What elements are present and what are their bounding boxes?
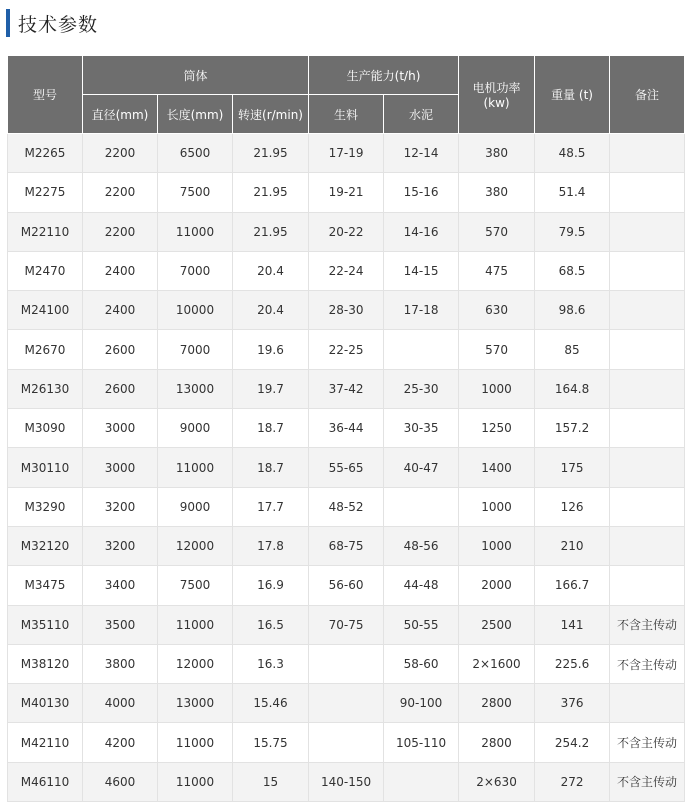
section-heading — [6, 9, 98, 37]
cell-length: 7000 — [158, 251, 233, 290]
cell-weight: 98.6 — [535, 291, 610, 330]
cell-model: M2670 — [8, 330, 83, 369]
cell-weight: 48.5 — [535, 134, 610, 173]
cell-length: 10000 — [158, 291, 233, 330]
cell-remark: 不含主传动 — [610, 762, 685, 801]
table-row — [8, 330, 685, 369]
cell-cement-capacity: 58-60 — [384, 644, 459, 683]
table-row — [8, 684, 685, 723]
spec-table-body — [8, 134, 685, 802]
cell-raw-capacity — [309, 723, 384, 762]
cell-remark — [610, 330, 685, 369]
cell-speed: 20.4 — [233, 291, 309, 330]
cell-speed: 18.7 — [233, 409, 309, 448]
table-row — [8, 251, 685, 290]
cell-power: 2000 — [459, 566, 535, 605]
cell-remark — [610, 526, 685, 565]
cell-weight: 166.7 — [535, 566, 610, 605]
header-weight: 重量 (t) — [535, 56, 610, 134]
table-row — [8, 291, 685, 330]
header-row-1 — [8, 56, 685, 95]
spec-table — [7, 55, 685, 802]
cell-cement-capacity: 48-56 — [384, 526, 459, 565]
cell-model: M2470 — [8, 251, 83, 290]
cell-power: 2×1600 — [459, 644, 535, 683]
cell-cement-capacity: 12-14 — [384, 134, 459, 173]
cell-speed: 17.7 — [233, 487, 309, 526]
table-row — [8, 409, 685, 448]
cell-diameter: 2400 — [83, 251, 158, 290]
cell-weight: 141 — [535, 605, 610, 644]
cell-diameter: 4200 — [83, 723, 158, 762]
header-cylinder: 筒体 — [83, 56, 309, 95]
cell-model: M35110 — [8, 605, 83, 644]
cell-speed: 16.3 — [233, 644, 309, 683]
cell-cement-capacity: 40-47 — [384, 448, 459, 487]
cell-diameter: 3200 — [83, 526, 158, 565]
cell-diameter: 2200 — [83, 134, 158, 173]
cell-speed: 15 — [233, 762, 309, 801]
table-row — [8, 566, 685, 605]
cell-speed: 17.8 — [233, 526, 309, 565]
table-row — [8, 369, 685, 408]
heading-accent-bar — [6, 9, 10, 37]
header-power: 电机功率 (kw) — [459, 56, 535, 134]
table-row — [8, 134, 685, 173]
cell-speed: 19.6 — [233, 330, 309, 369]
cell-speed: 21.95 — [233, 134, 309, 173]
cell-power: 2800 — [459, 723, 535, 762]
cell-weight: 376 — [535, 684, 610, 723]
cell-weight: 126 — [535, 487, 610, 526]
cell-diameter: 3500 — [83, 605, 158, 644]
cell-speed: 16.5 — [233, 605, 309, 644]
cell-length: 12000 — [158, 644, 233, 683]
section-title: 技术参数 — [18, 13, 99, 36]
cell-cement-capacity: 14-16 — [384, 212, 459, 251]
cell-raw-capacity: 55-65 — [309, 448, 384, 487]
cell-speed: 19.7 — [233, 369, 309, 408]
header-capacity: 生产能力(t/h) — [309, 56, 459, 95]
cell-length: 13000 — [158, 684, 233, 723]
cell-raw-capacity: 36-44 — [309, 409, 384, 448]
cell-remark — [610, 448, 685, 487]
cell-cement-capacity — [384, 487, 459, 526]
cell-speed: 15.75 — [233, 723, 309, 762]
cell-weight: 157.2 — [535, 409, 610, 448]
table-row — [8, 605, 685, 644]
cell-weight: 85 — [535, 330, 610, 369]
cell-speed: 18.7 — [233, 448, 309, 487]
cell-raw-capacity — [309, 644, 384, 683]
cell-speed: 16.9 — [233, 566, 309, 605]
cell-length: 11000 — [158, 762, 233, 801]
cell-speed: 15.46 — [233, 684, 309, 723]
cell-cement-capacity: 25-30 — [384, 369, 459, 408]
cell-length: 11000 — [158, 448, 233, 487]
cell-model: M32120 — [8, 526, 83, 565]
cell-remark — [610, 409, 685, 448]
cell-cement-capacity: 90-100 — [384, 684, 459, 723]
cell-raw-capacity: 22-25 — [309, 330, 384, 369]
cell-power: 570 — [459, 330, 535, 369]
cell-diameter: 2400 — [83, 291, 158, 330]
cell-model: M40130 — [8, 684, 83, 723]
cell-diameter: 3000 — [83, 409, 158, 448]
cell-model: M42110 — [8, 723, 83, 762]
header-speed: 转速(r/min) — [233, 95, 309, 134]
cell-diameter: 2200 — [83, 173, 158, 212]
cell-diameter: 3400 — [83, 566, 158, 605]
cell-weight: 79.5 — [535, 212, 610, 251]
cell-length: 7500 — [158, 173, 233, 212]
cell-length: 9000 — [158, 487, 233, 526]
cell-diameter: 2600 — [83, 330, 158, 369]
cell-remark: 不含主传动 — [610, 605, 685, 644]
cell-remark — [610, 369, 685, 408]
cell-remark — [610, 134, 685, 173]
cell-cement-capacity: 105-110 — [384, 723, 459, 762]
cell-raw-capacity: 28-30 — [309, 291, 384, 330]
cell-remark — [610, 566, 685, 605]
cell-raw-capacity: 48-52 — [309, 487, 384, 526]
cell-length: 11000 — [158, 212, 233, 251]
cell-raw-capacity: 19-21 — [309, 173, 384, 212]
header-remark: 备注 — [610, 56, 685, 134]
cell-model: M2275 — [8, 173, 83, 212]
cell-speed: 21.95 — [233, 212, 309, 251]
cell-model: M30110 — [8, 448, 83, 487]
cell-raw-capacity: 22-24 — [309, 251, 384, 290]
cell-weight: 225.6 — [535, 644, 610, 683]
cell-raw-capacity: 37-42 — [309, 369, 384, 408]
cell-model: M3290 — [8, 487, 83, 526]
cell-weight: 210 — [535, 526, 610, 565]
cell-power: 380 — [459, 134, 535, 173]
cell-raw-capacity: 68-75 — [309, 526, 384, 565]
cell-power: 570 — [459, 212, 535, 251]
header-model: 型号 — [8, 56, 83, 134]
cell-power: 2×630 — [459, 762, 535, 801]
cell-raw-capacity — [309, 684, 384, 723]
cell-power: 1000 — [459, 487, 535, 526]
cell-model: M2265 — [8, 134, 83, 173]
cell-diameter: 4000 — [83, 684, 158, 723]
cell-remark — [610, 684, 685, 723]
cell-length: 7000 — [158, 330, 233, 369]
cell-model: M26130 — [8, 369, 83, 408]
cell-length: 6500 — [158, 134, 233, 173]
cell-power: 475 — [459, 251, 535, 290]
cell-weight: 164.8 — [535, 369, 610, 408]
cell-weight: 175 — [535, 448, 610, 487]
cell-remark: 不含主传动 — [610, 723, 685, 762]
cell-diameter: 3800 — [83, 644, 158, 683]
cell-diameter: 3000 — [83, 448, 158, 487]
cell-model: M22110 — [8, 212, 83, 251]
cell-length: 11000 — [158, 605, 233, 644]
cell-weight: 254.2 — [535, 723, 610, 762]
cell-diameter: 3200 — [83, 487, 158, 526]
cell-cement-capacity — [384, 330, 459, 369]
cell-length: 7500 — [158, 566, 233, 605]
cell-raw-capacity: 20-22 — [309, 212, 384, 251]
header-length: 长度(mm) — [158, 95, 233, 134]
cell-raw-capacity: 140-150 — [309, 762, 384, 801]
table-row — [8, 723, 685, 762]
table-row — [8, 448, 685, 487]
cell-power: 380 — [459, 173, 535, 212]
cell-length: 13000 — [158, 369, 233, 408]
cell-remark — [610, 487, 685, 526]
cell-raw-capacity: 56-60 — [309, 566, 384, 605]
header-raw: 生料 — [309, 95, 384, 134]
cell-model: M3475 — [8, 566, 83, 605]
cell-cement-capacity: 44-48 — [384, 566, 459, 605]
cell-diameter: 2600 — [83, 369, 158, 408]
header-diameter: 直径(mm) — [83, 95, 158, 134]
cell-power: 1000 — [459, 369, 535, 408]
cell-power: 2800 — [459, 684, 535, 723]
cell-length: 11000 — [158, 723, 233, 762]
cell-cement-capacity — [384, 762, 459, 801]
cell-model: M3090 — [8, 409, 83, 448]
cell-weight: 68.5 — [535, 251, 610, 290]
cell-model: M24100 — [8, 291, 83, 330]
cell-power: 1000 — [459, 526, 535, 565]
cell-length: 12000 — [158, 526, 233, 565]
cell-raw-capacity: 17-19 — [309, 134, 384, 173]
cell-remark — [610, 291, 685, 330]
cell-remark — [610, 173, 685, 212]
cell-power: 1400 — [459, 448, 535, 487]
table-row — [8, 644, 685, 683]
cell-length: 9000 — [158, 409, 233, 448]
cell-speed: 20.4 — [233, 251, 309, 290]
cell-raw-capacity: 70-75 — [309, 605, 384, 644]
header-cement: 水泥 — [384, 95, 459, 134]
cell-model: M46110 — [8, 762, 83, 801]
cell-cement-capacity: 15-16 — [384, 173, 459, 212]
cell-cement-capacity: 17-18 — [384, 291, 459, 330]
cell-remark — [610, 251, 685, 290]
cell-diameter: 4600 — [83, 762, 158, 801]
table-row — [8, 487, 685, 526]
cell-cement-capacity: 14-15 — [384, 251, 459, 290]
cell-power: 630 — [459, 291, 535, 330]
cell-power: 2500 — [459, 605, 535, 644]
cell-speed: 21.95 — [233, 173, 309, 212]
cell-remark — [610, 212, 685, 251]
table-row — [8, 212, 685, 251]
cell-model: M38120 — [8, 644, 83, 683]
cell-cement-capacity: 50-55 — [384, 605, 459, 644]
cell-remark: 不含主传动 — [610, 644, 685, 683]
cell-power: 1250 — [459, 409, 535, 448]
cell-cement-capacity: 30-35 — [384, 409, 459, 448]
cell-weight: 51.4 — [535, 173, 610, 212]
table-row — [8, 173, 685, 212]
table-row — [8, 526, 685, 565]
table-row — [8, 762, 685, 801]
cell-diameter: 2200 — [83, 212, 158, 251]
cell-weight: 272 — [535, 762, 610, 801]
